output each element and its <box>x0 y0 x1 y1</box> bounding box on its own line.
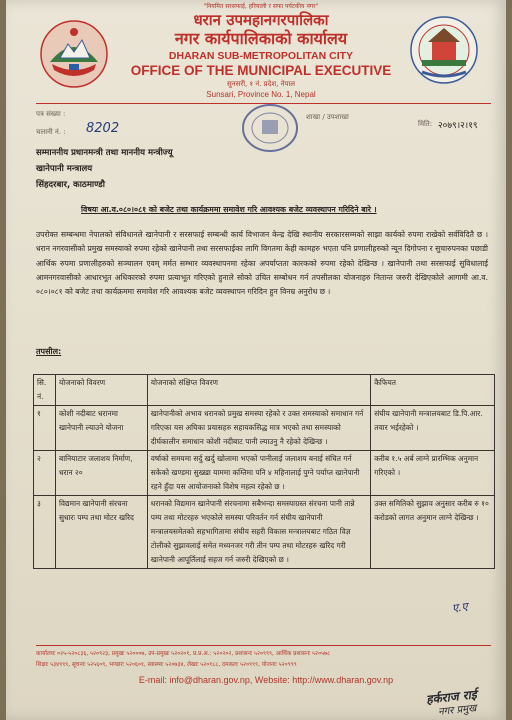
table-row <box>34 496 495 569</box>
letterhead-address-en: Sunsari, Province No. 1, Nepal <box>206 90 316 99</box>
recipient-line-2: खानेपानी मन्त्रालय <box>36 164 93 174</box>
dispatch-number: 8202 <box>86 121 120 136</box>
row-desc: खानेपानीको अभाव धरानको प्रमुख समस्या रहेको र उक्त समस्याको समाधान गर्न गरिएका यस अघिका प्रयासहरु सहायकसिद्ध मात्र भएको तथा समस्याको दीर्घकालीन समाधान कोशी नदीबाट पानी ल्याउनु नै रहेको देखिन्छ । <box>147 406 370 451</box>
section-label: शाखा / उपशाखा <box>306 113 349 121</box>
nepal-emblem-icon <box>38 18 110 90</box>
letterhead-name-np-1: धरान उपमहानगरपालिका <box>193 11 329 29</box>
letter-subject: विषयः आ.व.०८०।०८१ को बजेट तथा कार्यक्रममा समावेश गरि आवश्यक बजेट व्यवस्थापन गरिदिने बारे । <box>81 205 377 214</box>
row-name: कोशी नदीबाट धरानमा खानेपानी ल्याउने योजना <box>55 406 147 451</box>
tapasil-label: तपसील: <box>36 347 62 356</box>
row-remark: उक्त समितिको सुझाव अनुसार करीब रु १० करोडको लागत अनुमान लाग्ने देखिन्छ । <box>371 496 495 569</box>
letterhead-address-np: सुनसरी, १ नं. प्रदेश, नेपाल <box>226 80 295 88</box>
letterhead-tagline: "नियमित सरसफाई, हरियाली र सफा पर्यटकीय नगर" <box>203 3 319 10</box>
row-sn: २ <box>34 451 56 496</box>
recipient-line-3: सिंहदरबार, काठमाण्डौ <box>36 180 105 190</box>
row-name: विद्यमान खानेपानी संरचना सुधारः पम्प तथा मोटर खरिद <box>55 496 147 569</box>
office-stamp-icon <box>240 102 300 154</box>
table-header-sn: सि. नं. <box>34 375 56 406</box>
letter-body: उपरोक्त सम्बन्धमा नेपालको संविधानले खानेपानी र सरसफाई सम्बन्धी कार्य विभाजन केन्द्र देखि स्थानीय सरकारसम्मको साझा कार्यको रुपमा राखेको सर्वविदितै छ । धरान नगरवासीको प्रमुख समस्याको रुपमा रहेको खानेपानी तथा सरसफाईका लागि विगतमा केही कामहरु भएता पनि प्रणालीहरुको न्यून दिगोपना र सुचारुपनका पछाडी आर्थिक रुपमा प्रणालीहरुको सञ्चालन एवम् मर्मत सम्भार व्यवस्थापनमा रहेका अपर्याप्तता कारकको रुपमा रहेको देखिन्छ । खानेपानी तथा सरसफाई सुविधालाई आमनगरवासीको आधारभूत अधिकारको रुपमा प्रत्याभूत गरिएको हुनाले सोको उचित सम्बोधन गर्न तपसीलका योजनाहरु नितान्त जरुरी देखिएकोले आगामी आ.व. ०८०।०८१ को बजेट तथा कार्यक्रममा समावेश गरि आवश्यक बजेट व्यवस्थापन गरिदिन हुन विनम्र अनुरोध छ । <box>36 230 488 297</box>
dispatch-label: चलानी नं. : <box>36 128 66 136</box>
signatory-title: नगर प्रमुख <box>437 703 477 718</box>
table-row <box>34 406 495 451</box>
signature-initials: ए.ए <box>451 599 469 616</box>
letterhead-name-en-2: OFFICE OF THE MUNICIPAL EXECUTIVE <box>130 63 392 78</box>
table-row <box>34 451 495 496</box>
table-header-desc: योजनाको संक्षिप्त विवरण <box>147 375 370 406</box>
letter-paper <box>6 0 506 720</box>
signatory-name: हर्कराज राई <box>425 687 478 707</box>
date-value: २०७९।२।१९ <box>438 121 478 131</box>
row-desc: वर्षाको समयमा सर्दु खर्दु खोलामा भएको पानीलाई जलाशय बनाई संचित गर्न सकेको खण्डमा सुख्खा याममा कम्तिमा पनि ४ महिनालाई पुग्ने पर्याप्त खानेपानी रहने हुँदा यस आयोजनाको विशेष महत्व रहेको छ । <box>147 451 370 496</box>
row-desc: धरानको विद्यमान खानेपानी संरचनामा सबैभन्दा समस्याग्रस्त संरचना पानी तान्ने पम्प तथा मोटरहरु भएकोले समस्या परिवर्तन गर्न संघीय खानेपानी मन्त्रालयसमेतको सहभागितामा संघीय सहरी विकास मन्त्रालयबाट गठित विज्ञ टोलीको सुझावलाई समेत मध्यनजर गरी तीन पम्प तथा मोटरहरु खरिद गरी खानेपानी आपूर्तिलाई सहज गर्न जरुरी देखिएको छ । <box>147 496 370 569</box>
dharan-seal-icon <box>408 14 480 86</box>
footer-contact: E-mail: info@dharan.gov.np, Website: http://www.dharan.gov.np <box>138 675 394 685</box>
row-sn: १ <box>34 406 56 451</box>
projects-table <box>33 374 495 569</box>
row-remark: संघीय खानेपानी मन्त्रालयबाट डि.पि.आर. तयार भईरहेको । <box>371 406 495 451</box>
footer-phones-1: कार्यालयः ०२५-५२०८३६, ५२०९२३, प्रमुखः ५२०००७, उप-प्रमुखः ५२०२०१, प्र.प्र.अ.: ५२०२०२, प्रशासनः ५२०९९९, आर्थिक प्रशासनः ५२०५७८ <box>36 651 331 657</box>
ref-label: पत्र संख्या : <box>36 110 66 118</box>
row-name: बानियाटार जलाशय निर्माण, धरान २० <box>55 451 147 496</box>
table-header-name: योजनाको विवरण <box>55 375 147 406</box>
footer-divider <box>36 645 491 646</box>
table-header-row <box>34 375 495 406</box>
letterhead-name-np-2: नगर कार्यपालिकाको कार्यालय <box>174 29 348 48</box>
row-remark: करीब १.५ अर्ब लाग्ने प्रारम्भिक अनुमान गरिएको । <box>371 451 495 496</box>
date-label: मिति: <box>418 120 433 128</box>
footer-phones-2: शिक्षाः ५३४९९९, सूचनाः ५२५६०९, भण्डारः ५२०६०१, स्वास्थ्यः ५२०७३४, लेखाः ५२०१८८, दमकलः ५२०९९९, योजनाः ५२०९९९ <box>36 662 297 668</box>
row-sn: ३ <box>34 496 56 569</box>
letterhead-name-en-1: DHARAN SUB-METROPOLITAN CITY <box>168 50 354 62</box>
table-header-remark: कैफियत <box>371 375 495 406</box>
recipient-line-1: सम्माननीय प्रधानमन्त्री तथा माननीय मन्त्रीज्यू <box>36 148 173 158</box>
